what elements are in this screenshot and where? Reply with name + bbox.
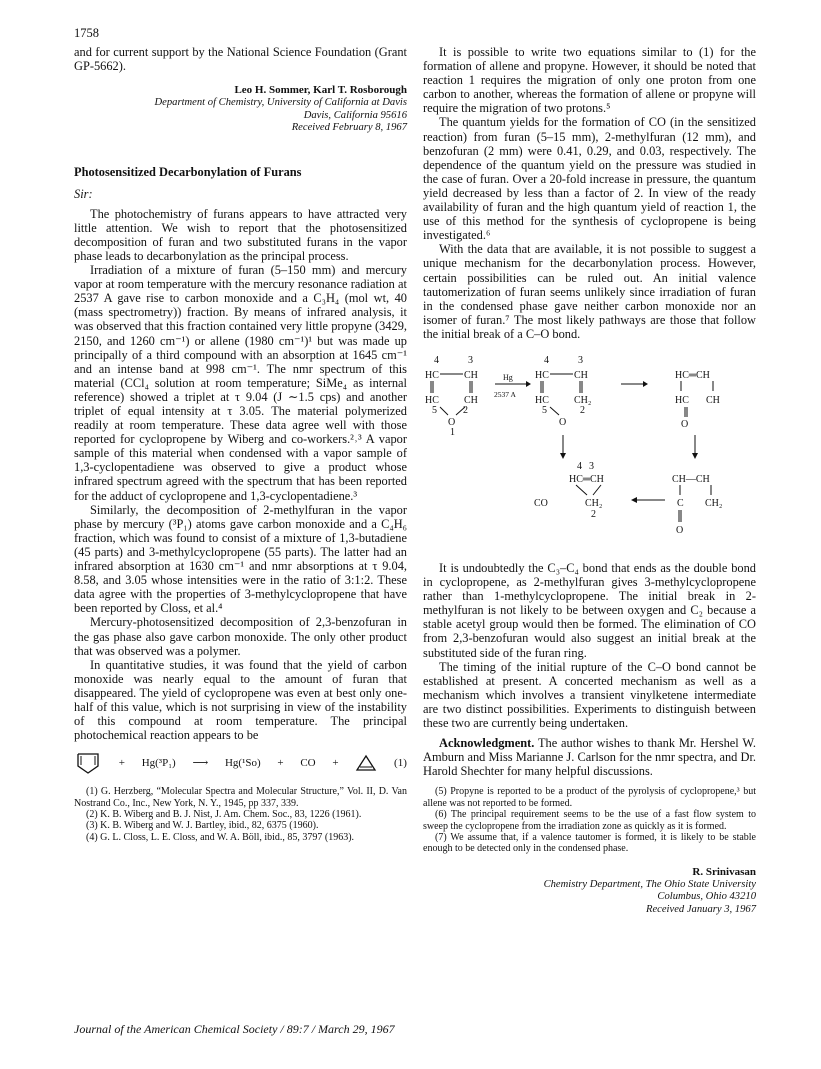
previous-affiliation-line-1: Department of Chemistry, University of California at Davis [154, 97, 407, 109]
eq-carbon-monoxide: CO [300, 757, 316, 770]
right-paragraph-5: The timing of the initial rupture of the C–O bond cannot be established at present. A concerted mechanism as well as a mechanism which involves a transient vinylketene intermediate are two distinct possibilities. Experiments to distinguish between these two are currently being undertaken. [423, 659, 756, 730]
previous-authors: Leo H. Sommer, Karl T. Rosborough [234, 84, 407, 97]
eq-arrow: ⟶ [192, 757, 209, 770]
right-paragraph-2: The quantum yields for the formation of CO (in the sensitized reaction) from furan (5–15 mm), 2-methylfuran (12 mm), and benzofuran (2 mm) were 0.41, 0.29, and 0.03, respectively. The dependence of the quantum yield on the pressure was studied in the case of furan. Over a 20-fold increase in pressure, the quantum yield decreased by less than a factor of 2. In view of the ready availability of furan and the high quantum yield of reaction 1, the use of this method for the synthesis of cyclopropene is being investigated.⁶ [423, 115, 756, 243]
atom-number-1a: 1 [450, 426, 455, 438]
eq-mercury-product: Hg(¹So) [224, 757, 261, 770]
intermediate-hc-bottom: HC [535, 394, 549, 406]
intermediate-ch2: CH₂ [574, 394, 592, 406]
eq-plus-1: + [118, 757, 125, 770]
ring-carbonyl-oxygen: O [676, 524, 684, 536]
continuation-text: and for current support by the National Science Foundation (Grant GP-5662). [74, 45, 407, 74]
ring-ch2: CH₂ [705, 497, 723, 509]
paragraph-5: In quantitative studies, it was found that the yield of carbon monoxide was nearly equal to the amount of furan that disappeared. The yield of cyclopropene was even at best only one-half of this value, which is not surprising in view of the instability of this compound at room temperature. The principal photochemical reaction appears to be [74, 657, 407, 743]
footnote-7: (7) We assume that, if a valence tautomer is formed, it is likely to be stable enough to be detected only in the condensed phase. [423, 832, 756, 855]
furan-ch-top-right: CH [464, 369, 478, 381]
ketene-hc-ch: HC═CH [675, 369, 710, 381]
footnote-5: (5) Propyne is reported to be a product of the pyrolysis of cyclopropene,³ but allene was not reported to be formed. [423, 786, 756, 809]
footnote-2: (2) K. B. Wiberg and B. J. Nist, J. Am. Chem. Soc., 83, 1226 (1961). [86, 809, 362, 821]
atom-number-4a: 4 [434, 354, 439, 366]
ring-ch-ch: CH—CH [672, 473, 710, 485]
journal-footer: Journal of the American Chemical Society / 89:7 / March 29, 1967 [74, 1022, 395, 1036]
footnote-6: (6) The principal requirement seems to be the use of a fast flow system to sweep the cyclopropene from the irradiation zone as quickly as it is formed. [423, 809, 756, 832]
acknowledgment-text: The author wishes to thank Mr. Hershel W. Amburn and Miss Marianne J. Carlson for the nmr spectra, and Dr. Harold Shechter for many helpful discussions. [423, 736, 756, 779]
acknowledgment-title: Acknowledgment. [439, 736, 535, 751]
article-title: Photosensitized Decarbonylation of Furans [74, 164, 302, 179]
atom-number-4c: 4 [577, 460, 582, 472]
acknowledgment [423, 736, 756, 778]
right-paragraph-1: It is possible to write two equations similar to (1) for the formation of allene and propyne. However, it should be noted that reaction 1 requires the migration of only one proton from one carbon to another, whereas the formation of allene or propyne will require the migration of two protons.⁵ [423, 45, 756, 116]
left-footnotes [74, 786, 407, 843]
atom-number-3a: 3 [468, 354, 473, 366]
furan-ch-bottom-right: CH [464, 394, 478, 406]
mechanism-diagram [423, 355, 756, 547]
intermediate-ch-top: CH [574, 369, 588, 381]
ketene-oxygen: O [681, 418, 689, 430]
paragraph-3: Similarly, the decomposition of 2-methylfuran in the vapor phase by mercury (³P₁) atoms gave carbon monoxide and a C₄H₆ fraction, which was found to consist of a mixture of 1,3-butadiene (45 parts) and 3-methylcyclopropene (55 parts). The latter had an infrared absorption at 1630 cm⁻¹ and nmr absorptions at τ 9.04, 8.58, and 3.05 whose intensities were in the ratio of 3:1:2. These data agree with the properties of 3-methylcyclopropene that have been reported by Closs, et al.⁴ [74, 502, 407, 616]
atom-number-4b: 4 [544, 354, 549, 366]
atom-number-3b: 3 [578, 354, 583, 366]
ketene-hc: HC [675, 394, 689, 406]
right-paragraph-4: It is undoubtedly the C₃–C₄ bond that ends as the double bond in cyclopropene, as 2-methylfuran gives 3-methylcyclopropene rather than 1-methylcyclopropene. The initial break in 2-methylfuran is not likely to be between oxygen and C₂ because a stable acetyl group would then be formed. The elimination of CO from 2,3-benzofuran would also suggest an initial break at the substituted side of the furan ring. [423, 560, 756, 660]
footnote-1: (1) G. Herzberg, “Molecular Spectra and Molecular Structure,” Vol. II, D. Van Nostrand Co., Inc., New York, N. Y., 1945, pp 337, 339. [74, 786, 407, 809]
right-paragraph-3: With the data that are available, it is not possible to suggest a unique mechanism for the decarbonylation process. However, certain possibilities can be ruled out. An initial valence tautomerization of furan seems unlikely since irradiation of furan in the condensed phase gave neither carbon monoxide nor an isomer of furan.⁷ The most likely pathways are those that follow the initial break of a C–O bond. [423, 242, 756, 341]
furan-oxygen: O [448, 416, 456, 428]
right-column [423, 45, 756, 916]
cyclopropene-ch2: CH₂ [585, 497, 603, 509]
arrow-label-wavelength: 2537 A [494, 389, 516, 399]
atom-number-5b: 5 [542, 404, 547, 416]
page-number: 1758 [74, 26, 99, 40]
atom-number-2c: 2 [591, 508, 596, 520]
author-affiliation-line-2: Columbus, Ohio 43210 [657, 891, 756, 903]
arrow-label-mercury: Hg [503, 372, 513, 382]
author-name: R. Srinivasan [692, 865, 756, 878]
previous-received-date: Received February 8, 1967 [291, 122, 407, 134]
eq-mercury-reactant: Hg(³P₁) [141, 757, 176, 770]
received-date: Received January 3, 1967 [645, 903, 756, 915]
atom-number-5a: 5 [432, 404, 437, 416]
furan-hc-bottom-left: HC [425, 394, 439, 406]
product-co: CO [534, 497, 548, 509]
atom-number-2a: 2 [463, 404, 468, 416]
salutation: Sir: [74, 186, 93, 201]
furan-structure-icon [74, 750, 102, 776]
right-footnotes [423, 786, 756, 854]
paragraph-4: Mercury-photosensitized decomposition of 2,3-benzofuran in the gas phase also gave carbon monoxide. The only other product that was observed was a polymer. [74, 615, 407, 658]
mechanism-scheme [423, 355, 756, 547]
ring-carbonyl-c: C [677, 497, 684, 509]
eq-plus-2: + [277, 757, 284, 770]
previous-affiliation-line-2: Davis, California 95616 [303, 109, 407, 121]
furan-hc-top-left: HC [425, 369, 439, 381]
ketene-ch: CH [706, 394, 720, 406]
footnote-4: (4) G. L. Closs, L. E. Closs, and W. A. Böll, ibid., 85, 3797 (1963). [86, 831, 355, 843]
author-affiliation-line-1: Chemistry Department, The Ohio State University [543, 878, 756, 890]
left-column [74, 45, 407, 843]
footnote-3: (3) K. B. Wiberg and W. J. Bartley, ibid., 82, 6375 (1960). [86, 820, 319, 832]
intermediate-hc-top: HC [535, 369, 549, 381]
eq-plus-3: + [332, 757, 339, 770]
cyclopropene-structure-icon [355, 754, 377, 772]
intermediate-oxygen: O [559, 416, 567, 428]
atom-number-3c: 3 [589, 460, 594, 472]
paragraph-2: Irradiation of a mixture of furan (5–150 mm) and mercury vapor at room temperature with the mercury resonance radiation at 2537 A gave rise to carbon monoxide and a C₃H₄ (mol wt, 40 (mass spectrometry)) fraction. By means of infrared analysis, it was observed that this fraction contained very little propyne (3429, 2150, and 1260 cm⁻¹) or allene (1980 cm⁻¹)¹ but was made up principally of a third compound with an absorption at 1645 cm⁻¹ and an intense band at 998 cm⁻¹. The nmr spectrum of this material (CCl₄ solution at room temperature; SiMe₄ as internal reference) showed a triplet at τ 9.04 (J ∼1.5 cps) and another triplet of equal intensity at τ 3.05. The material polymerized readily at room temperature. These data agree well with those reported for cyclopropene by Wiberg and co-workers.²˒³ A vapor sample of this material when condensed with a vapor sample of 1,3-cyclopentadiene was observed to give a product whose infrared spectrum agreed with the spectrum that has been reported for the adduct of cyclopropene and 1,3-cyclopentadiene.³ [74, 263, 407, 503]
atom-number-2b: 2 [580, 404, 585, 416]
eq-number: (1) [394, 757, 407, 770]
paragraph-1: The photochemistry of furans appears to have attracted very little attention. We wish to report that the photosensitized decomposition of furan and two substituted furans in the vapor phase leads to decarbonylation as the principal process. [74, 206, 407, 263]
cyclopropene-hc-ch: HC═CH [569, 473, 604, 485]
equation-1 [74, 750, 407, 776]
